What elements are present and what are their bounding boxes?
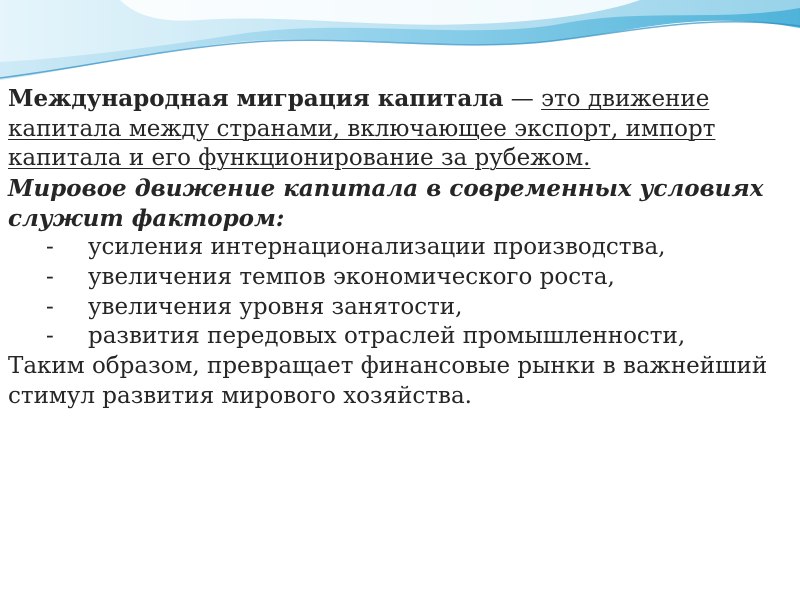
- conclusion-paragraph: Таким образом, превращает финансовые рынки в важнейший стимул развития мирового хозяйства.: [8, 352, 768, 409]
- slide-content: [8, 84, 792, 411]
- factor-list: [8, 233, 792, 352]
- factor-text: увеличения уровня занятости,: [88, 293, 463, 320]
- bullet-dash: -: [46, 263, 54, 290]
- factor-text: усиления интернационализации производства,: [88, 234, 666, 261]
- list-item: [8, 322, 792, 352]
- bullet-dash: -: [46, 234, 54, 261]
- factor-text: увеличения темпов экономического роста,: [88, 263, 615, 290]
- definition-term: Международная миграция капитала: [8, 85, 504, 112]
- wave-header-decoration: [0, 0, 800, 92]
- bullet-dash: -: [46, 293, 54, 320]
- factors-heading: Мировое движение капитала в современных условиях служит фактором:: [8, 174, 764, 232]
- factor-text: развития передовых отраслей промышленности,: [88, 323, 686, 350]
- list-item: [8, 233, 792, 263]
- definition-text: это движение капитала между странами, включающее экспорт, импорт капитала и его функционирование за рубежом.: [8, 86, 716, 172]
- definition-paragraph: [8, 84, 792, 174]
- list-item: [8, 263, 792, 293]
- definition-separator: —: [503, 86, 542, 112]
- list-item: [8, 293, 792, 323]
- bullet-dash: -: [46, 323, 54, 350]
